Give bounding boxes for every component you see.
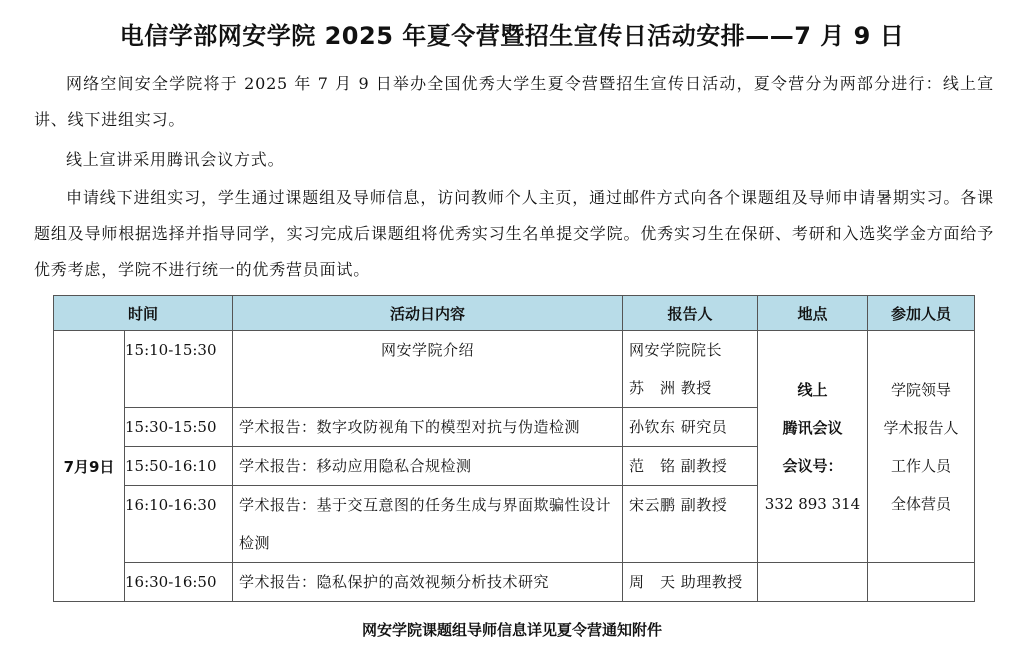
location-meeting-label: 会议号： bbox=[782, 456, 843, 475]
speaker-cell bbox=[623, 447, 758, 486]
location-platform: 腾讯会议 bbox=[782, 418, 843, 437]
content-cell bbox=[233, 331, 623, 408]
date-cell: 7月9日 bbox=[54, 331, 125, 602]
content-text: 学术报告：移动应用隐私合规检测 bbox=[239, 457, 472, 475]
content-text: 学术报告：基于交互意图的任务生成与界面欺骗性设计检测 bbox=[239, 496, 612, 552]
intro-paragraph: 网络空间安全学院将于 2025 年 7 月 9 日举办全国优秀大学生夏令营暨招生宣传日活动，夏令营分为两部分进行：线上宣讲、线下进组实习。 bbox=[34, 74, 994, 129]
schedule-table bbox=[53, 295, 975, 602]
time-cell: 15:30-15:50 bbox=[125, 408, 233, 447]
time-cell: 15:50-16:10 bbox=[125, 447, 233, 486]
speaker-title: 网安学院院长 bbox=[629, 341, 723, 359]
header-speaker: 报告人 bbox=[623, 296, 758, 331]
content-text: 学术报告：隐私保护的高效视频分析技术研究 bbox=[239, 573, 550, 591]
speaker-cell bbox=[623, 563, 758, 602]
time-cell: 16:30-16:50 bbox=[125, 563, 233, 602]
time-cell: 15:10-15:30 bbox=[125, 331, 233, 408]
online-paragraph: 线上宣讲采用腾讯会议方式。 bbox=[66, 150, 285, 169]
location-online: 线上 bbox=[797, 380, 828, 399]
table-header-row bbox=[54, 296, 975, 331]
attendee-campers: 全体营员 bbox=[891, 494, 952, 513]
location-meeting-id: 332 893 314 bbox=[764, 494, 861, 513]
speaker-name: 苏 洲 教授 bbox=[629, 379, 712, 397]
time-cell: 16:10-16:30 bbox=[125, 486, 233, 563]
content-cell bbox=[233, 447, 623, 486]
table-row bbox=[54, 563, 975, 602]
header-attendees: 参加人员 bbox=[868, 296, 975, 331]
header-time: 时间 bbox=[54, 296, 233, 331]
speaker-name: 周 天 助理教授 bbox=[629, 573, 743, 591]
content-text: 网安学院介绍 bbox=[381, 341, 475, 359]
header-content: 活动日内容 bbox=[233, 296, 623, 331]
attendee-leaders: 学院领导 bbox=[891, 380, 952, 399]
speaker-cell bbox=[623, 486, 758, 563]
content-text: 学术报告：数字攻防视角下的模型对抗与伪造检测 bbox=[239, 418, 581, 436]
attendees-empty-cell bbox=[868, 563, 975, 602]
attendee-speakers: 学术报告人 bbox=[883, 418, 959, 437]
page-title: 电信学部网安学院 2025 年夏令营暨招生宣传日活动安排——7 月 9 日 bbox=[119, 22, 905, 50]
speaker-cell bbox=[623, 331, 758, 408]
header-location: 地点 bbox=[758, 296, 868, 331]
speaker-name: 宋云鹏 副教授 bbox=[629, 496, 728, 514]
speaker-name: 范 铭 副教授 bbox=[629, 457, 728, 475]
attendee-staff: 工作人员 bbox=[891, 456, 952, 475]
attendees-cell bbox=[868, 331, 975, 563]
speaker-cell bbox=[623, 408, 758, 447]
speaker-name: 孙钦东 研究员 bbox=[629, 418, 728, 436]
content-cell bbox=[233, 486, 623, 563]
content-cell bbox=[233, 563, 623, 602]
footer-note: 网安学院课题组导师信息详见夏令营通知附件 bbox=[361, 621, 662, 639]
internship-paragraph: 申请线下进组实习，学生通过课题组及导师信息，访问教师个人主页，通过邮件方式向各个课题组及导师申请暑期实习。各课题组及导师根据选择并指导同学，实习完成后课题组将优秀实习生名单提交学院。优秀实习生在保研、考研和入选奖学金方面给予优秀考虑，学院不进行统一的优秀营员面试。 bbox=[34, 188, 994, 279]
location-empty-cell bbox=[758, 563, 868, 602]
table-row bbox=[54, 331, 975, 408]
content-cell bbox=[233, 408, 623, 447]
location-cell bbox=[758, 331, 868, 563]
